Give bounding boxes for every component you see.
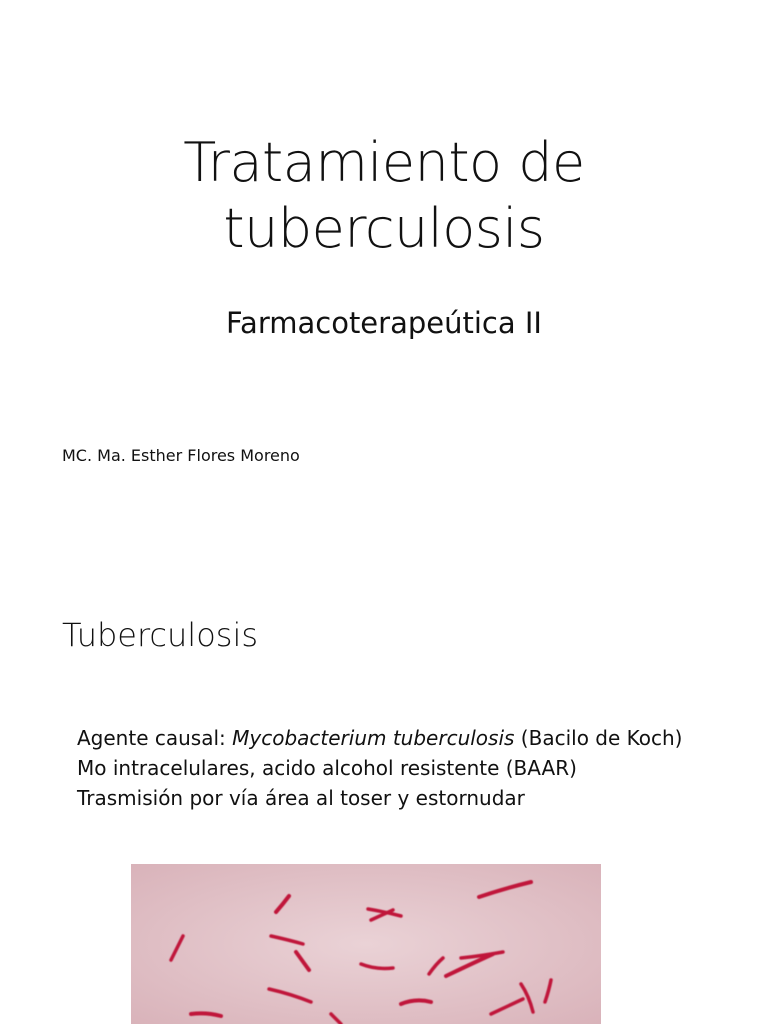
slide-title: Tuberculosis: [62, 616, 258, 654]
bullet-causal-agent-species: Mycobacterium tuberculosis: [232, 726, 515, 750]
micrograph-image: [131, 864, 601, 1024]
micrograph-svg: [131, 864, 601, 1024]
bullet-intracellular: Mo intracelulares, acido alcohol resistente (BAAR): [77, 756, 577, 780]
presentation-title: [0, 130, 768, 262]
bullet-list: [77, 723, 682, 813]
author-name: MC. Ma. Esther Flores Moreno: [62, 446, 300, 465]
title-line-2: tuberculosis: [223, 197, 545, 260]
bullet-causal-agent: [77, 723, 682, 753]
bullet-transmission: Trasmisión por vía área al toser y estornudar: [77, 786, 525, 810]
title-line-1: Tratamiento de: [183, 131, 585, 194]
bullet-causal-agent-suffix: (Bacilo de Koch): [514, 726, 683, 750]
presentation-subtitle: Farmacoterapeútica II: [226, 306, 542, 340]
content-slide: [0, 576, 768, 1024]
bullet-causal-agent-prefix: Agente causal:: [77, 726, 233, 750]
